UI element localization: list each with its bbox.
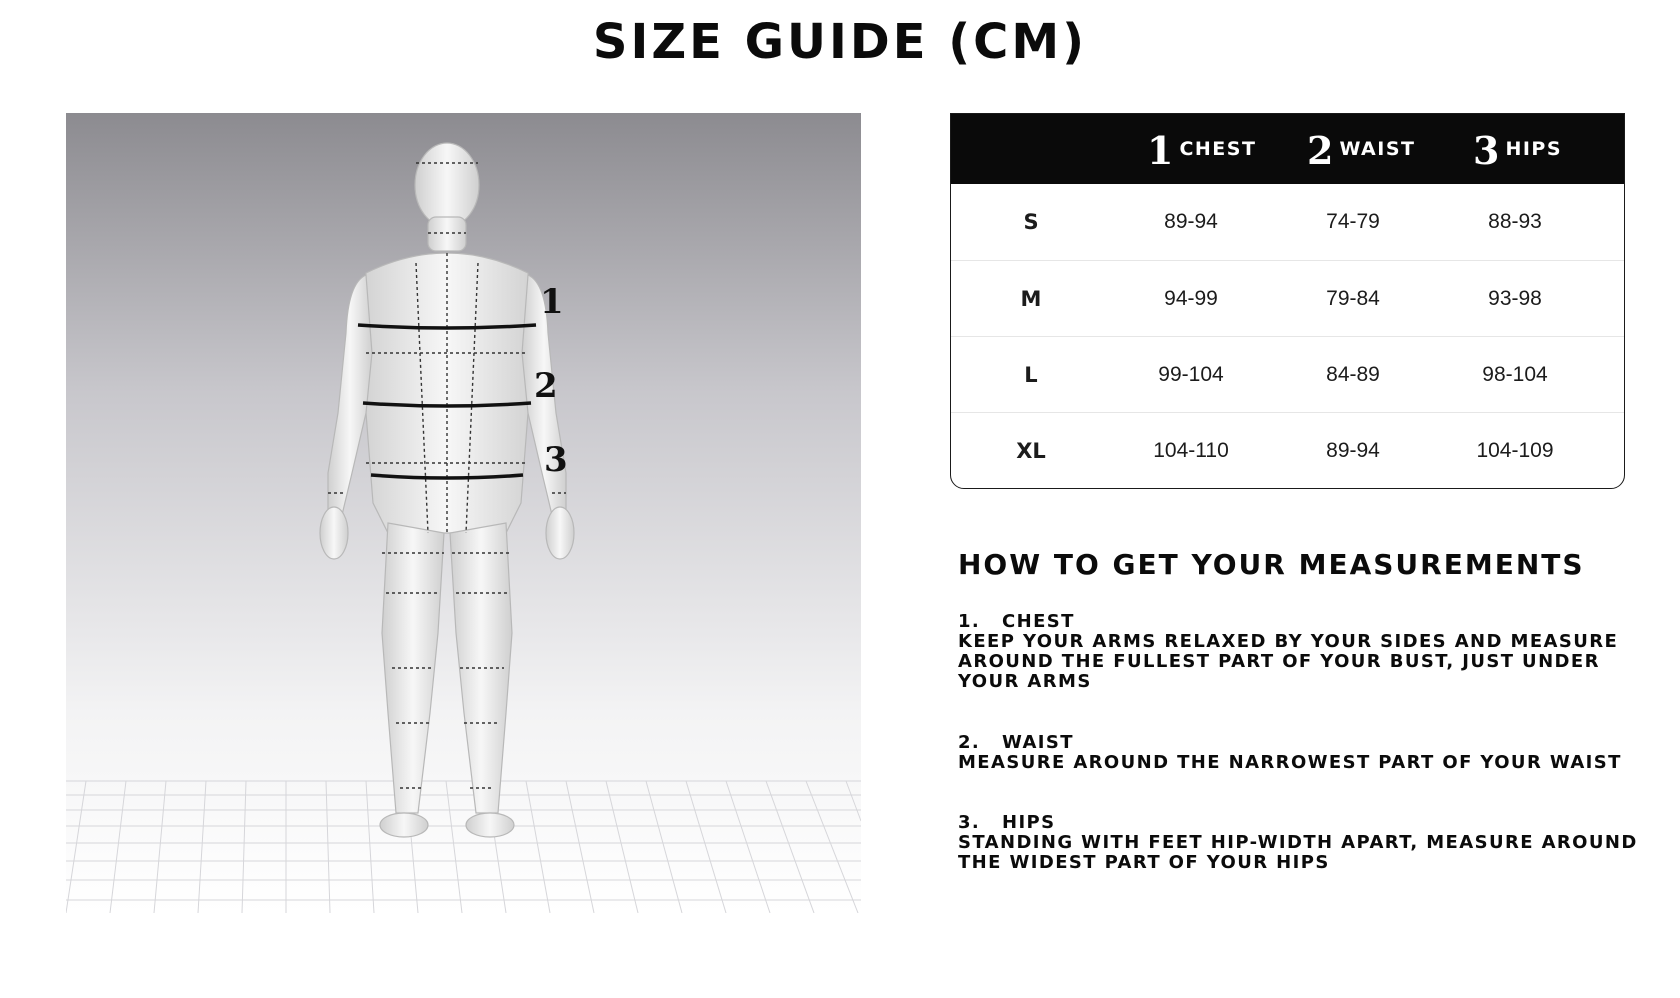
table-row <box>951 336 1624 413</box>
chest-label: CHEST <box>1179 138 1257 160</box>
step-title: CHEST <box>1002 611 1075 632</box>
step-number: 3. <box>958 812 981 833</box>
step-line: AROUND THE FULLEST PART OF YOUR BUST, JUST UNDER <box>958 651 1600 672</box>
hips-marker: 3 <box>544 440 568 480</box>
waist-cell: 84-89 <box>1326 363 1380 386</box>
size-table <box>950 113 1625 489</box>
header-chest <box>1147 114 1256 184</box>
step-line: STANDING WITH FEET HIP-WIDTH APART, MEASURE AROUND <box>958 832 1638 853</box>
size-cell: L <box>1024 363 1038 387</box>
step-line: MEASURE AROUND THE NARROWEST PART OF YOUR WAIST <box>958 752 1622 773</box>
step-line: KEEP YOUR ARMS RELAXED BY YOUR SIDES AND MEASURE <box>958 631 1619 652</box>
size-cell: XL <box>1016 439 1046 463</box>
page-title: SIZE GUIDE (CM) <box>592 14 1088 70</box>
chest-number: 1 <box>1147 128 1174 173</box>
chest-cell: 94-99 <box>1164 287 1218 310</box>
step-hips <box>958 813 1638 873</box>
mannequin-figure <box>66 113 861 913</box>
hips-label: HIPS <box>1505 138 1563 160</box>
step-line: YOUR ARMS <box>958 671 1092 692</box>
hips-cell: 88-93 <box>1488 210 1542 233</box>
waist-marker: 2 <box>534 366 558 406</box>
size-cell: S <box>1023 210 1039 234</box>
table-row <box>951 184 1624 260</box>
waist-cell: 74-79 <box>1326 210 1380 233</box>
table-row <box>951 412 1624 489</box>
step-number: 1. <box>958 611 981 632</box>
measurement-instructions <box>958 548 1658 873</box>
step-number: 2. <box>958 732 981 753</box>
waist-number: 2 <box>1307 128 1334 173</box>
step-waist <box>958 733 1622 773</box>
hips-cell: 104-109 <box>1476 439 1554 462</box>
waist-label: WAIST <box>1339 138 1416 160</box>
waist-cell: 79-84 <box>1326 287 1380 310</box>
size-cell: M <box>1020 287 1042 311</box>
hips-cell: 98-104 <box>1482 363 1548 386</box>
instructions-heading: HOW TO GET YOUR MEASUREMENTS <box>958 548 1585 581</box>
step-chest <box>958 612 1618 692</box>
step-line: THE WIDEST PART OF YOUR HIPS <box>958 852 1330 873</box>
hips-cell: 93-98 <box>1488 287 1542 310</box>
waist-cell: 89-94 <box>1326 439 1380 462</box>
header-waist <box>1307 114 1415 184</box>
table-row <box>951 260 1624 337</box>
step-title: HIPS <box>1002 812 1056 833</box>
chest-cell: 89-94 <box>1164 210 1218 233</box>
chest-cell: 99-104 <box>1158 363 1224 386</box>
chest-cell: 104-110 <box>1153 439 1229 462</box>
hips-number: 3 <box>1473 128 1500 173</box>
header-hips <box>1473 114 1562 184</box>
step-title: WAIST <box>1002 732 1074 753</box>
table-header <box>951 114 1624 184</box>
chest-marker: 1 <box>540 282 564 322</box>
